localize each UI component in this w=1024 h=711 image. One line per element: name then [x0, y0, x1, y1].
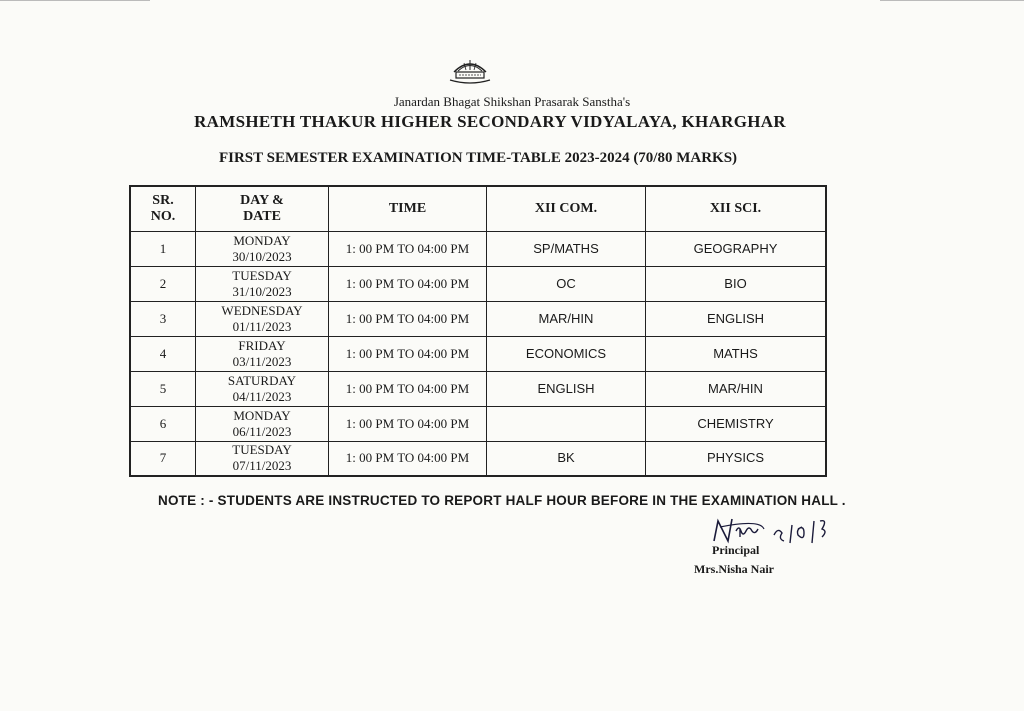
cell-sci: GEOGRAPHY [646, 231, 827, 266]
cell-time: 1: 00 PM TO 04:00 PM [329, 266, 487, 301]
cell-date: 31/10/2023 [232, 283, 292, 299]
header-day-date: DAY & DATE [196, 186, 329, 231]
header-time: TIME [329, 186, 487, 231]
cell-sci: MAR/HIN [646, 371, 827, 406]
header-xii-com: XII COM. [487, 186, 646, 231]
cell-day: SATURDAY [227, 372, 297, 388]
cell-time: 1: 00 PM TO 04:00 PM [329, 301, 487, 336]
cell-day-date [196, 406, 329, 441]
cell-sr: 4 [130, 336, 196, 371]
principal-name: Mrs.Nisha Nair [694, 562, 774, 576]
school-emblem-icon [446, 54, 494, 84]
header-sr-no: SR. NO. [130, 186, 196, 231]
exam-note: NOTE : - STUDENTS ARE INSTRUCTED TO REPORT HALF HOUR BEFORE IN THE EXAMINATION HALL . [158, 493, 846, 508]
cell-day-date [196, 301, 329, 336]
cell-com: OC [487, 266, 646, 301]
principal-title: Principal [712, 543, 760, 557]
cell-day: WEDNESDAY [221, 302, 303, 318]
scan-edge-line [880, 0, 1024, 1]
cell-date: 07/11/2023 [232, 458, 292, 474]
cell-sci: CHEMISTRY [646, 406, 827, 441]
cell-date: 06/11/2023 [232, 423, 292, 439]
table-row [130, 441, 826, 476]
cell-time: 1: 00 PM TO 04:00 PM [329, 231, 487, 266]
cell-com: BK [487, 441, 646, 476]
cell-sr: 7 [130, 441, 196, 476]
cell-time: 1: 00 PM TO 04:00 PM [329, 406, 487, 441]
cell-com: ENGLISH [487, 371, 646, 406]
cell-date: 03/11/2023 [232, 353, 292, 369]
cell-sci: BIO [646, 266, 827, 301]
table-header-row [130, 186, 826, 231]
cell-time: 1: 00 PM TO 04:00 PM [329, 441, 487, 476]
header-xii-sci: XII SCI. [646, 186, 827, 231]
trust-name: Janardan Bhagat Shikshan Prasarak Sanstha's [393, 94, 631, 109]
cell-date: 04/11/2023 [232, 388, 292, 404]
scan-edge-line [0, 0, 150, 1]
cell-sr: 3 [130, 301, 196, 336]
cell-date: 01/11/2023 [232, 318, 292, 334]
cell-time: 1: 00 PM TO 04:00 PM [329, 336, 487, 371]
timetable [129, 185, 827, 477]
cell-com: ECONOMICS [487, 336, 646, 371]
cell-com: SP/MATHS [487, 231, 646, 266]
cell-day-date [196, 441, 329, 476]
cell-date: 30/10/2023 [232, 248, 292, 264]
cell-day: FRIDAY [238, 337, 286, 353]
cell-day-date [196, 266, 329, 301]
cell-day: TUESDAY [232, 442, 292, 458]
table-row [130, 231, 826, 266]
cell-time: 1: 00 PM TO 04:00 PM [329, 371, 487, 406]
cell-day-date [196, 231, 329, 266]
cell-com: MAR/HIN [487, 301, 646, 336]
table-row [130, 266, 826, 301]
cell-day-date [196, 336, 329, 371]
cell-sr: 6 [130, 406, 196, 441]
cell-com [487, 406, 646, 441]
cell-day-date [196, 371, 329, 406]
table-row [130, 336, 826, 371]
cell-day: MONDAY [233, 232, 291, 248]
cell-day: MONDAY [233, 407, 291, 423]
cell-sci: MATHS [646, 336, 827, 371]
cell-sr: 5 [130, 371, 196, 406]
cell-day: TUESDAY [232, 267, 292, 283]
cell-sci: ENGLISH [646, 301, 827, 336]
school-name: RAMSHETH THAKUR HIGHER SECONDARY VIDYALAYA, KHARGHAR [194, 112, 786, 131]
table-row [130, 301, 826, 336]
table-row [130, 371, 826, 406]
cell-sci: PHYSICS [646, 441, 827, 476]
cell-sr: 1 [130, 231, 196, 266]
cell-sr: 2 [130, 266, 196, 301]
table-row [130, 406, 826, 441]
exam-title: FIRST SEMESTER EXAMINATION TIME-TABLE 2023-2024 (70/80 MARKS) [218, 150, 738, 166]
